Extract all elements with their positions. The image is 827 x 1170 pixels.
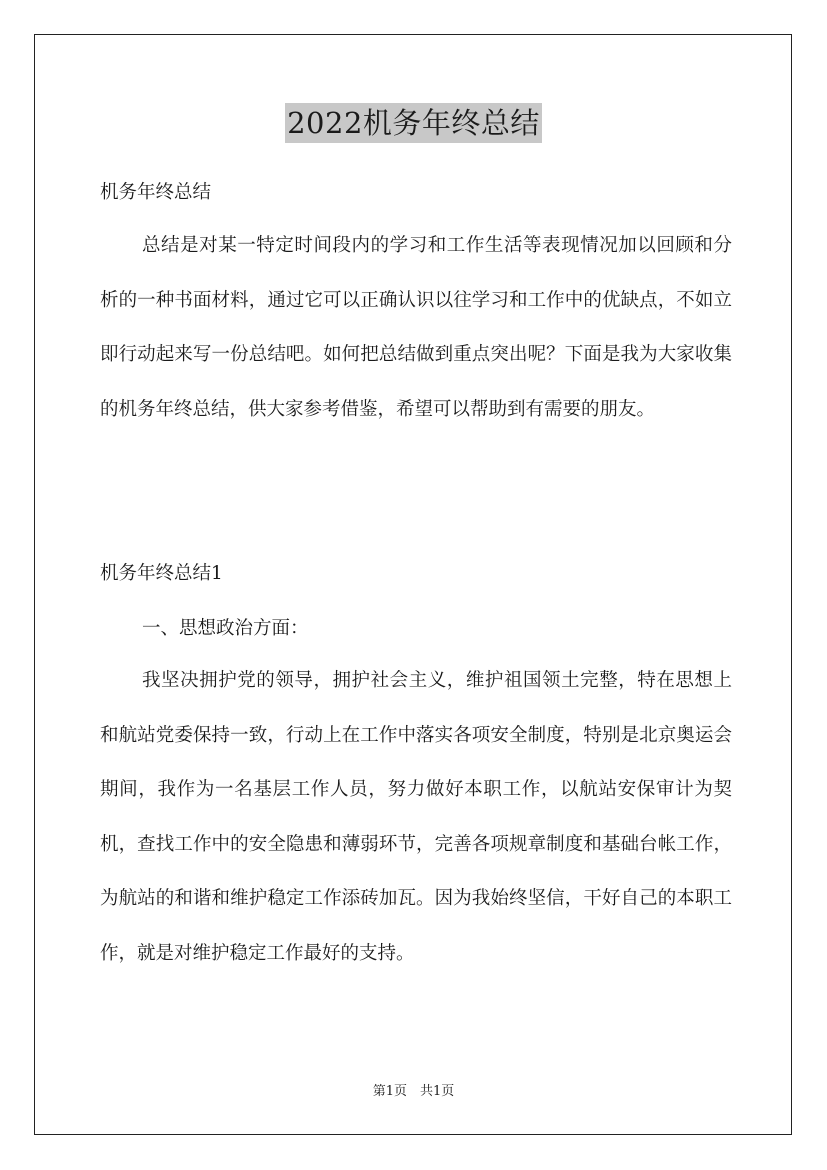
document-title: 2022机务年终总结 [285,103,542,143]
intro-paragraph: 总结是对某一特定时间段内的学习和工作生活等表现情况加以回顾和分析的一种书面材料，通过它可以正确认识以往学习和工作中的优缺点，不如立即行动起来写一份总结吧。如何把总结做到重点突出呢？下面是我为大家收集的机务年终总结，供大家参考借鉴，希望可以帮助到有需要的朋友。 [100,235,732,420]
section-heading: 机务年终总结1 [100,563,223,584]
section-subheading: 一、思想政治方面： [142,618,309,639]
title-container [0,103,827,143]
page-footer [0,1084,827,1100]
intro-heading: 机务年终总结 [100,182,212,203]
section-paragraph: 我坚决拥护党的领导，拥护社会主义，维护祖国领土完整，特在思想上和航站党委保持一致，行动上在工作中落实各项安全制度，特别是北京奥运会期间，我作为一名基层工作人员，努力做好本职工作，以航站安保审计为契机，查找工作中的安全隐患和薄弱环节，完善各项规章制度和基础台帐工作，为航站的和谐和维护稳定工作添砖加瓦。因为我始终坚信，干好自己的本职工作，就是对维护稳定工作最好的支持。 [100,670,732,964]
page-indicator: 第1页 共1页 [372,1084,455,1099]
